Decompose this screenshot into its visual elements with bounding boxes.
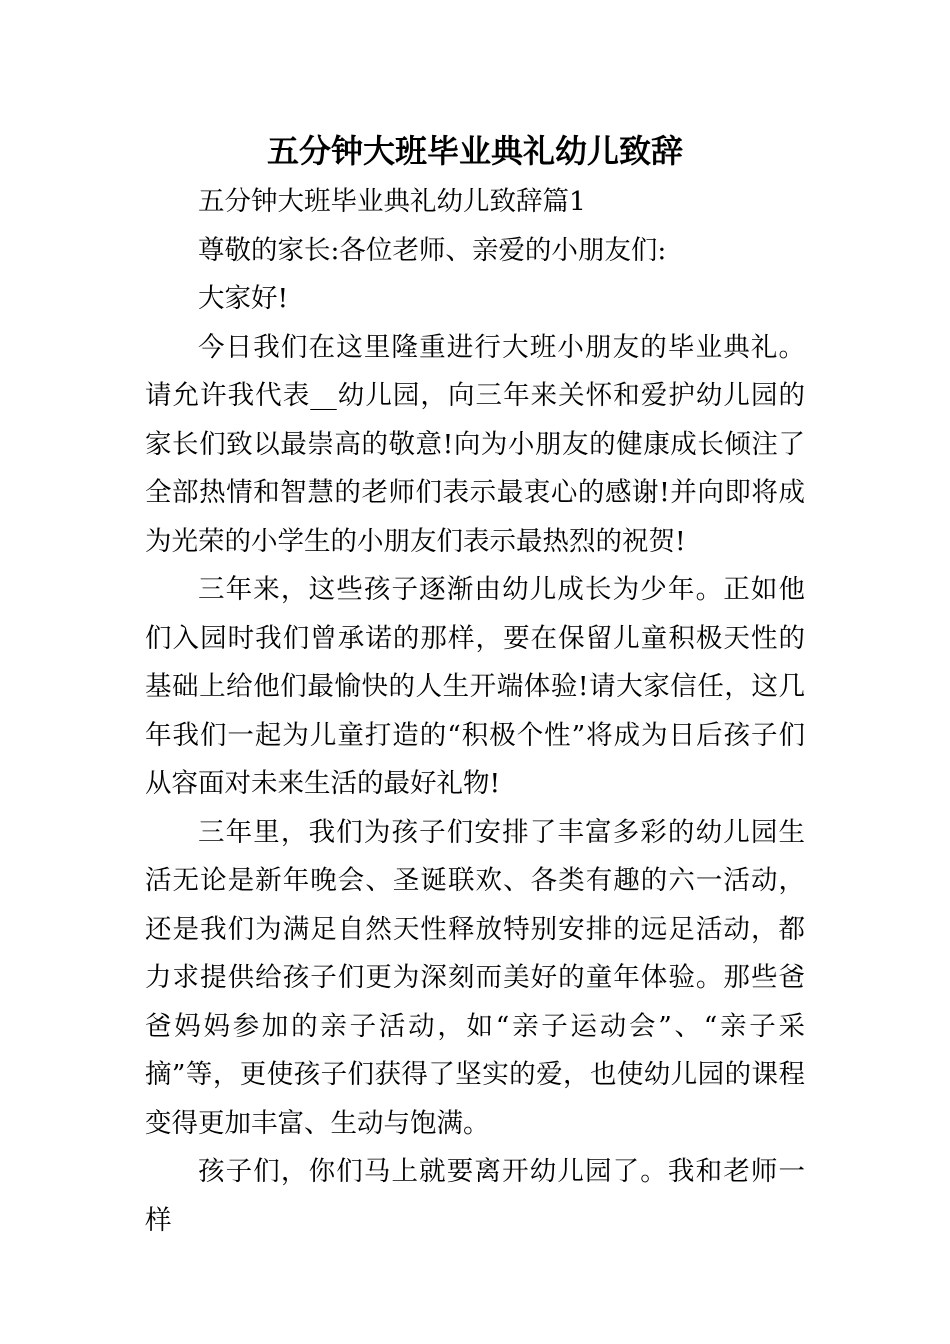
paragraph: 三年里，我们为孩子们安排了丰富多彩的幼儿园生活无论是新年晚会、圣诞联欢、各类有趣的六一活动，还是我们为满足自然天性释放特别安排的远足活动，都力求提供给孩子们更为深刻而美好的童年体验。那些爸爸妈妈参加的亲子活动，如“亲子运动会”、“亲子采摘”等，更使孩子们获得了坚实的爱，也使幼儿园的课程变得更加丰富、生动与饱满。 bbox=[145, 816, 805, 1139]
paragraph: 孩子们，你们马上就要离开幼儿园了。我和老师一样 bbox=[145, 1156, 805, 1236]
paragraph: 三年来，这些孩子逐渐由幼儿成长为少年。正如他们入园时我们曾承诺的那样，要在保留儿童积极天性的基础上给他们最愉快的人生开端体验!请大家信任，这几年我们一起为儿童打造的“积极个性”将成为日后孩子们从容面对未来生活的最好礼物! bbox=[145, 574, 805, 799]
salutation: 尊敬的家长:各位老师、亲爱的小朋友们: bbox=[198, 234, 667, 266]
document-title: 五分钟大班毕业典礼幼儿致辞 bbox=[266, 132, 683, 170]
greeting: 大家好! bbox=[198, 283, 289, 314]
section-heading: 五分钟大班毕业典礼幼儿致辞篇1 bbox=[198, 186, 586, 217]
document-body bbox=[145, 178, 805, 1245]
paragraph: 今日我们在这里隆重进行大班小朋友的毕业典礼。请允许我代表__幼儿园，向三年来关怀和爱护幼儿园的家长们致以最崇高的敬意!向为小朋友的健康成长倾注了全部热情和智慧的老师们表示最衷心的感谢!并向即将成为光荣的小学生的小朋友们表示最热烈的祝贺! bbox=[145, 331, 805, 557]
